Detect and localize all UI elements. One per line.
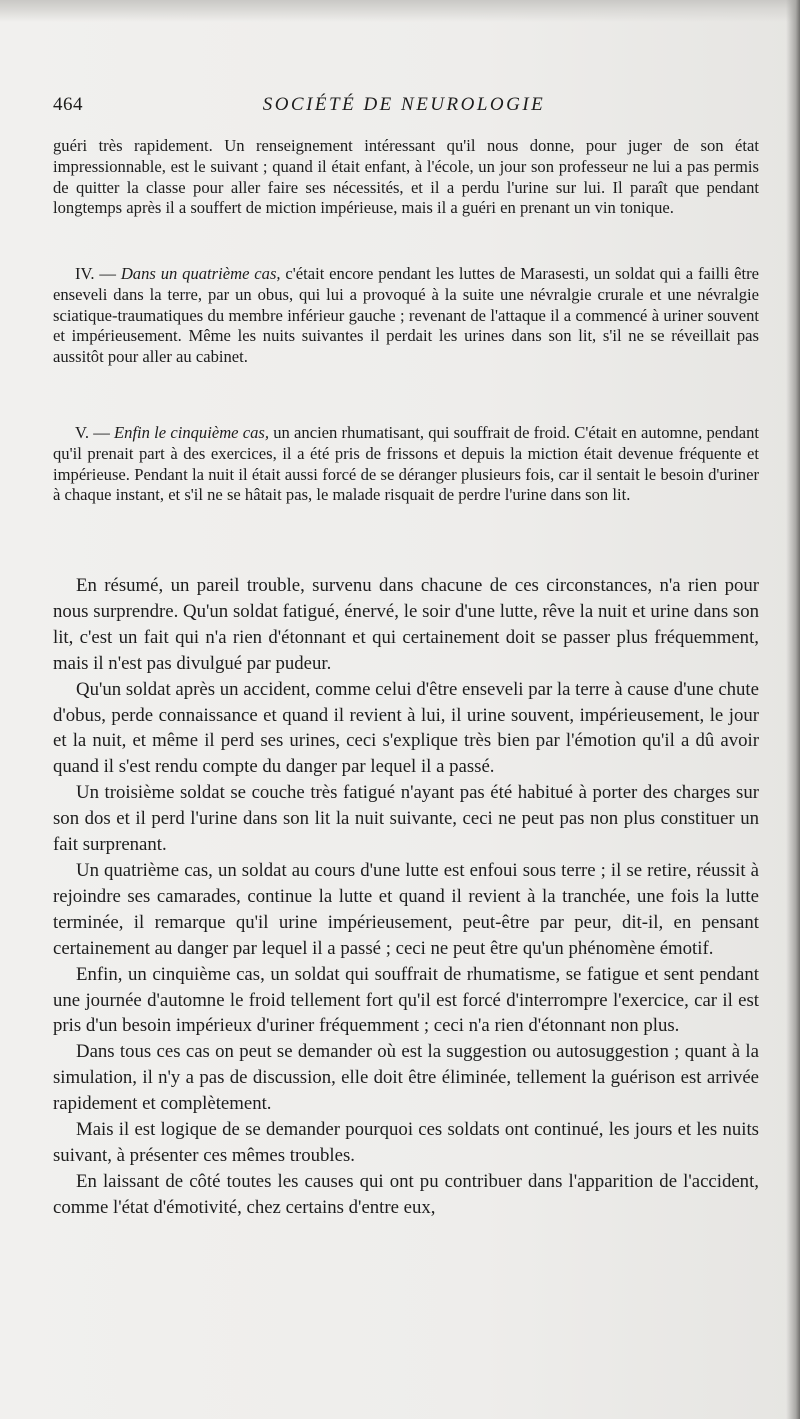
paragraph-continuation <box>53 136 759 219</box>
case-heading: Enfin le cinquième cas, <box>114 423 270 442</box>
case-number: IV. — <box>75 264 121 283</box>
discussion-section <box>53 573 759 1221</box>
case-text: c'était encore pendant les luttes de Marasesti, un soldat qui a failli être enseveli dans la terre, par un obus, qui lui a provoqué à la suite une névralgie crurale et une névralgie sciatique-traumatiques du membre inférieur gauche ; revenant de l'attaque il a commencé à uriner souvent et impérieusement. Même les nuits suivantes il perdait les urines dans son lit, s'il ne se réveillait pas aussitôt pour aller au cabinet. <box>53 264 759 367</box>
running-title: SOCIÉTÉ DE NEUROLOGIE <box>262 94 546 115</box>
case-v-paragraph <box>53 423 759 506</box>
paragraph: En résumé, un pareil trouble, survenu dans chacune de ces circonstances, n'a rien pour nous surprendre. Qu'un soldat fatigué, énervé, le soir d'une lutte, rêve la nuit et urine dans son lit, c'est un fait qui n'a rien d'étonnant et qui certainement doit se passer plus fréquemment, mais il n'est pas divulgué par pudeur. <box>53 575 759 674</box>
case-text: un ancien rhumatisant, qui souffrait de froid. C'était en automne, pendant qu'il prenait part à des exercices, il a été pris de frissons et depuis la miction était devenue fréquente et impérieuse. Pendant la nuit il était aussi forcé de se déranger plusieurs fois, car il sentait le besoin d'uriner à chaque instant, et s'il ne se hâtait pas, le malade risquait de perdre l'urine dans son lit. <box>53 423 759 505</box>
scan-right-edge <box>786 0 800 1419</box>
page-number: 464 <box>53 94 83 115</box>
paragraph: Un troisième soldat se couche très fatigué n'ayant pas été habitué à porter des charges sur son dos et il perd l'urine dans son lit la nuit suivante, ceci ne peut pas non plus constituer un fait surprenant. <box>53 782 759 856</box>
paragraph: Mais il est logique de se demander pourquoi ces soldats ont continué, les jours et les nuits suivant, à présenter ces mêmes troubles. <box>53 1119 759 1166</box>
case-heading: Dans un quatrième cas, <box>120 264 281 283</box>
case-number: V. — <box>75 423 115 442</box>
paragraph: Dans tous ces cas on peut se demander où est la suggestion ou autosuggestion ; quant à la simulation, il n'y a pas de discussion, elle doit être éliminée, tellement la guérison est arrivée rapidement et complètement. <box>53 1041 759 1115</box>
paragraph: guéri très rapidement. Un renseignement intéressant qu'il nous donne, pour juger de son état impressionnable, est le suivant ; quand il était enfant, à l'école, un jour son professeur ne lui a pas permis de quitter la classe pour aller faire ses nécessités, et il a perdu l'urine sur lui. Il paraît que pendant longtemps après il a souffert de miction impérieuse, mais il a guéri en prenant un vin tonique. <box>53 136 759 218</box>
paragraph: Un quatrième cas, un soldat au cours d'une lutte est enfoui sous terre ; il se retire, réussit à rejoindre ses camarades, continue la lutte et quand il revient à la tranchée, une fois la lutte terminée, il remarque qu'il urine impérieusement, peut-être par peur, dit-il, en pensant certainement au danger par lequel il a passé ; ceci ne peut être qu'un phénomène émotif. <box>53 859 759 959</box>
paragraph: Qu'un soldat après un accident, comme celui d'être enseveli par la terre à cause d'une chute d'obus, perde connaissance et quand il revient à lui, il urine souvent, impérieusement, le jour et la nuit, et même il perd ses urines, ceci s'explique très bien par l'émotion qu'il a dû avoir quand il s'est rendu compte du danger par lequel il a passé. <box>53 678 759 778</box>
case-iv-paragraph <box>53 264 759 368</box>
paragraph: Enfin, un cinquième cas, un soldat qui souffrait de rhumatisme, se fatigue et sent pendant une journée d'automne le froid tellement fort qu'il est forcé d'interrompre l'exercice, car il est pris d'un besoin impérieux d'uriner fréquemment ; ceci n'a rien d'étonnant non plus. <box>53 963 759 1037</box>
page-header <box>53 94 755 120</box>
paragraph: En laissant de côté toutes les causes qui ont pu contribuer dans l'apparition de l'accident, comme l'état d'émotivité, chez certains d'entre eux, <box>53 1170 759 1218</box>
scan-top-edge <box>0 0 800 22</box>
